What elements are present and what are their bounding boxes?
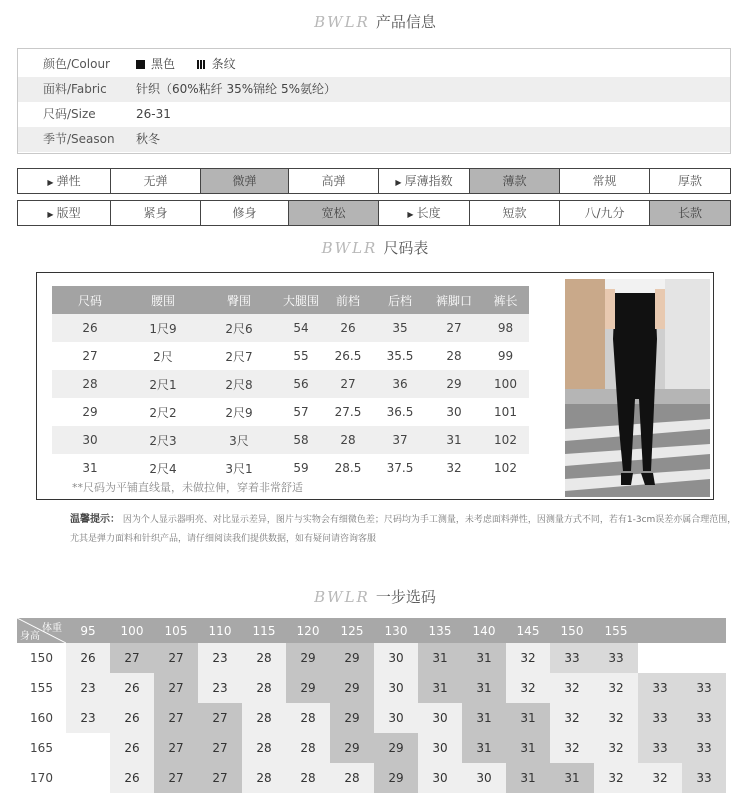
weight-header (638, 618, 682, 643)
attribute-label: 紧身 (143, 206, 168, 220)
size-cell: 23 (66, 673, 110, 703)
column-header: 腰围 (128, 286, 198, 314)
grid-row (17, 673, 726, 703)
size-cell: 31 (418, 673, 462, 703)
table-cell: 35.5 (386, 349, 414, 363)
info-row-size (18, 102, 730, 127)
table-cell: 2尺7 (225, 349, 253, 364)
section-title: 一步选码 (375, 588, 436, 606)
table-row (52, 398, 529, 426)
attribute-cell (110, 201, 200, 225)
weight-header: 115 (242, 618, 286, 643)
size-cell: 32 (506, 673, 550, 703)
info-label: 季节/Season (43, 132, 115, 146)
size-cell: 32 (506, 643, 550, 673)
table-cell: 55 (293, 349, 309, 363)
table-cell: 2尺1 (128, 370, 198, 398)
table-cell: 102 (482, 426, 529, 454)
table-cell: 26 (322, 314, 374, 342)
size-cell: 29 (330, 673, 374, 703)
size-cell (682, 643, 726, 673)
size-cell: 26 (66, 643, 110, 673)
attribute-label: 无弹 (143, 174, 168, 188)
attribute-label: 厚薄指数 (404, 174, 453, 188)
size-cell: 27 (198, 703, 242, 733)
triangle-right-icon: ▶ (407, 210, 414, 219)
size-cell: 31 (462, 673, 506, 703)
table-cell: 99 (497, 349, 514, 363)
table-row (52, 370, 529, 398)
table-cell: 57 (293, 405, 309, 419)
size-cell: 26 (110, 733, 154, 763)
size-cell: 26 (110, 763, 154, 793)
size-cell: 31 (506, 763, 550, 793)
table-cell: 2尺2 (149, 405, 177, 420)
model-photo (565, 279, 710, 497)
attribute-label: 版型 (56, 206, 81, 220)
weight-header: 155 (594, 618, 638, 643)
grid-row (17, 703, 726, 733)
size-cell (66, 763, 110, 793)
table-cell: 56 (280, 370, 322, 398)
size-cell: 29 (374, 733, 418, 763)
table-cell: 2尺8 (198, 370, 280, 398)
size-cell: 29 (330, 703, 374, 733)
size-cell: 29 (286, 643, 330, 673)
size-cell: 30 (462, 763, 506, 793)
table-row (52, 342, 529, 370)
table-cell: 2尺3 (128, 426, 198, 454)
table-cell: 31 (426, 426, 482, 454)
attribute-cell (378, 201, 469, 225)
table-cell: 29 (82, 405, 98, 419)
size-cell: 32 (594, 703, 638, 733)
attribute-label: 厚款 (677, 174, 702, 188)
weight-header: 105 (154, 618, 198, 643)
attribute-cell (559, 201, 649, 225)
attribute-label: 长款 (677, 206, 702, 220)
size-cell: 23 (198, 643, 242, 673)
info-value: 26-31 (136, 107, 171, 121)
attribute-cell (110, 169, 200, 193)
weight-header: 150 (550, 618, 594, 643)
size-cell: 33 (638, 703, 682, 733)
attribute-label: 宽松 (321, 206, 346, 220)
attribute-cell (469, 169, 559, 193)
weight-header: 145 (506, 618, 550, 643)
size-cell: 30 (418, 703, 462, 733)
size-cell: 27 (110, 643, 154, 673)
table-cell: 98 (482, 314, 529, 342)
weight-header: 125 (330, 618, 374, 643)
weight-header (682, 618, 726, 643)
table-cell: 3尺1 (225, 461, 253, 476)
attribute-label: 弹性 (56, 174, 81, 188)
size-cell: 27 (154, 703, 198, 733)
attribute-cell (18, 201, 110, 225)
size-cell: 33 (638, 673, 682, 703)
table-cell: 28 (322, 426, 374, 454)
stripe-swatch-icon (197, 60, 206, 69)
size-cell: 27 (154, 763, 198, 793)
size-cell: 27 (198, 733, 242, 763)
table-cell: 30 (52, 426, 128, 454)
size-cell: 26 (110, 673, 154, 703)
attribute-row-fit-length (17, 200, 731, 226)
attribute-cell (378, 169, 469, 193)
size-cell: 28 (242, 643, 286, 673)
section-header-product-info (0, 10, 750, 34)
size-cell: 30 (374, 673, 418, 703)
size-cell: 33 (682, 733, 726, 763)
column-header: 尺码 (52, 286, 128, 314)
height-axis-label: 身高 (20, 631, 40, 642)
table-row (52, 454, 529, 482)
info-value: 针织（60%粘纤 35%锦纶 5%氨纶） (136, 82, 337, 96)
table-row (52, 426, 529, 454)
attribute-cell (288, 169, 378, 193)
attribute-label: 高弹 (321, 174, 346, 188)
weight-axis-label: 体重 (42, 623, 62, 634)
grid-row (17, 643, 726, 673)
attribute-cell (649, 201, 730, 225)
section-header-size-finder (0, 585, 750, 609)
size-cell: 26 (110, 703, 154, 733)
triangle-right-icon: ▶ (395, 178, 402, 187)
tip-label: 温馨提示： (70, 514, 120, 525)
size-cell: 31 (462, 643, 506, 673)
size-cell: 32 (594, 733, 638, 763)
grid-row (17, 733, 726, 763)
weight-header: 100 (110, 618, 154, 643)
height-label: 155 (17, 673, 66, 703)
black-swatch-icon (136, 60, 145, 69)
size-cell: 30 (374, 703, 418, 733)
brand-logo: BWLR (314, 588, 370, 606)
size-cell: 28 (242, 733, 286, 763)
table-cell: 31 (82, 461, 98, 475)
table-cell: 35 (374, 314, 426, 342)
size-note: **尺码为平铺直线量，未做拉伸，穿着非常舒适 (72, 481, 303, 494)
grid-row (17, 763, 726, 793)
height-label: 170 (17, 763, 66, 793)
table-cell: 36 (374, 370, 426, 398)
triangle-right-icon: ▶ (47, 178, 54, 187)
size-cell: 28 (242, 763, 286, 793)
size-cell: 30 (374, 643, 418, 673)
attribute-cell (288, 201, 378, 225)
weight-header: 120 (286, 618, 330, 643)
size-cell: 32 (550, 673, 594, 703)
attribute-cell (200, 201, 288, 225)
size-cell: 33 (682, 673, 726, 703)
weight-header: 140 (462, 618, 506, 643)
size-cell: 23 (198, 673, 242, 703)
section-title: 产品信息 (375, 13, 436, 31)
size-cell: 28 (242, 703, 286, 733)
attribute-cell (18, 169, 110, 193)
table-cell: 102 (494, 461, 517, 475)
brand-logo: BWLR (314, 13, 370, 31)
column-header: 裤长 (482, 286, 529, 314)
attribute-label: 修身 (232, 206, 257, 220)
size-cell: 32 (594, 763, 638, 793)
attribute-label: 微弹 (232, 174, 257, 188)
attribute-label: 长度 (416, 206, 441, 220)
attribute-label: 常规 (592, 174, 617, 188)
size-cell: 30 (418, 763, 462, 793)
size-cell: 29 (286, 673, 330, 703)
table-cell: 1尺9 (128, 314, 198, 342)
table-cell: 100 (482, 370, 529, 398)
height-label: 160 (17, 703, 66, 733)
table-cell: 59 (293, 461, 309, 475)
size-cell: 32 (594, 673, 638, 703)
table-cell: 28 (52, 370, 128, 398)
model-photo-illustration (565, 279, 710, 497)
table-cell: 26.5 (334, 349, 362, 363)
table-cell: 37 (374, 426, 426, 454)
table-cell: 26 (52, 314, 128, 342)
size-cell: 32 (638, 763, 682, 793)
table-cell: 37.5 (386, 461, 414, 475)
tip-text: 因为个人显示器明亮、对比显示差异，图片与实物会有细微色差；尺码均为手工测量，未考虑面料弹性，因测量方式不同，若有1-3cm误差亦属合理范围，尤其是弹力面料和针织产品，请仔细阅读我们提供数据，如有疑问请咨询客服 (70, 515, 737, 544)
section-header-size-chart (0, 236, 750, 260)
size-cell: 31 (462, 703, 506, 733)
weight-header: 135 (418, 618, 462, 643)
size-cell: 27 (198, 763, 242, 793)
attribute-cell (200, 169, 288, 193)
size-cell: 30 (418, 733, 462, 763)
attribute-cell (559, 169, 649, 193)
attribute-cell (469, 201, 559, 225)
table-cell: 27.5 (334, 405, 362, 419)
size-cell (66, 733, 110, 763)
table-row (52, 314, 529, 342)
info-row-season (18, 127, 730, 152)
column-header: 大腿围 (280, 286, 322, 314)
size-cell: 29 (330, 643, 374, 673)
info-label: 尺码/Size (43, 107, 96, 121)
size-cell: 33 (594, 643, 638, 673)
info-value: 秋冬 (136, 132, 161, 146)
size-cell: 32 (550, 733, 594, 763)
table-cell: 30 (446, 405, 462, 419)
colour-name: 黑色 (151, 57, 176, 71)
height-label: 150 (17, 643, 66, 673)
table-cell: 28.5 (334, 461, 362, 475)
size-cell: 31 (506, 703, 550, 733)
attribute-label: 八/九分 (584, 206, 625, 220)
table-cell: 2尺9 (225, 405, 253, 420)
size-cell: 33 (550, 643, 594, 673)
table-cell: 27 (322, 370, 374, 398)
table-cell: 2尺4 (149, 461, 177, 476)
size-cell: 23 (66, 703, 110, 733)
warm-tip (70, 510, 740, 549)
attribute-row-elasticity-thickness (17, 168, 731, 194)
table-cell: 101 (494, 405, 517, 419)
table-cell: 2尺6 (198, 314, 280, 342)
weight-header: 95 (66, 618, 110, 643)
colour-swatches (136, 52, 236, 77)
weight-header: 130 (374, 618, 418, 643)
info-label: 颜色/Colour (43, 57, 110, 71)
size-finder-grid (17, 618, 726, 793)
size-cell (638, 643, 682, 673)
size-cell: 33 (682, 703, 726, 733)
brand-logo: BWLR (321, 239, 378, 257)
column-header: 后档 (374, 286, 426, 314)
table-cell: 28 (446, 349, 462, 363)
info-label: 面料/Fabric (43, 82, 107, 96)
attribute-cell (649, 169, 730, 193)
column-header: 裤脚口 (426, 286, 482, 314)
attribute-label: 薄款 (502, 174, 527, 188)
info-row-colour (18, 52, 730, 77)
colour-name: 条纹 (211, 57, 236, 71)
size-cell: 27 (154, 733, 198, 763)
section-title: 尺码表 (383, 239, 429, 257)
size-cell: 28 (286, 763, 330, 793)
size-cell: 31 (506, 733, 550, 763)
size-cell: 33 (682, 763, 726, 793)
column-header: 臀围 (198, 286, 280, 314)
table-cell: 58 (280, 426, 322, 454)
size-cell: 29 (374, 763, 418, 793)
size-cell: 28 (330, 763, 374, 793)
size-cell: 33 (638, 733, 682, 763)
table-cell: 2尺 (153, 349, 173, 364)
table-cell: 27 (82, 349, 98, 363)
size-cell: 31 (418, 643, 462, 673)
size-cell: 32 (550, 703, 594, 733)
size-cell: 28 (286, 733, 330, 763)
table-cell: 54 (280, 314, 322, 342)
size-cell: 27 (154, 643, 198, 673)
size-cell: 31 (462, 733, 506, 763)
size-chart-table (52, 286, 529, 482)
table-cell: 27 (426, 314, 482, 342)
size-cell: 28 (242, 673, 286, 703)
table-cell: 29 (426, 370, 482, 398)
table-cell: 32 (446, 461, 462, 475)
triangle-right-icon: ▶ (47, 210, 54, 219)
height-label: 165 (17, 733, 66, 763)
column-header: 前档 (322, 286, 374, 314)
size-cell: 27 (154, 673, 198, 703)
size-cell: 28 (286, 703, 330, 733)
size-cell: 29 (330, 733, 374, 763)
weight-header: 110 (198, 618, 242, 643)
table-cell: 36.5 (386, 405, 414, 419)
attribute-label: 短款 (502, 206, 527, 220)
table-cell: 3尺 (198, 426, 280, 454)
grid-corner (17, 618, 66, 643)
info-row-fabric (18, 77, 730, 102)
size-cell: 31 (550, 763, 594, 793)
product-info-table (17, 48, 731, 154)
